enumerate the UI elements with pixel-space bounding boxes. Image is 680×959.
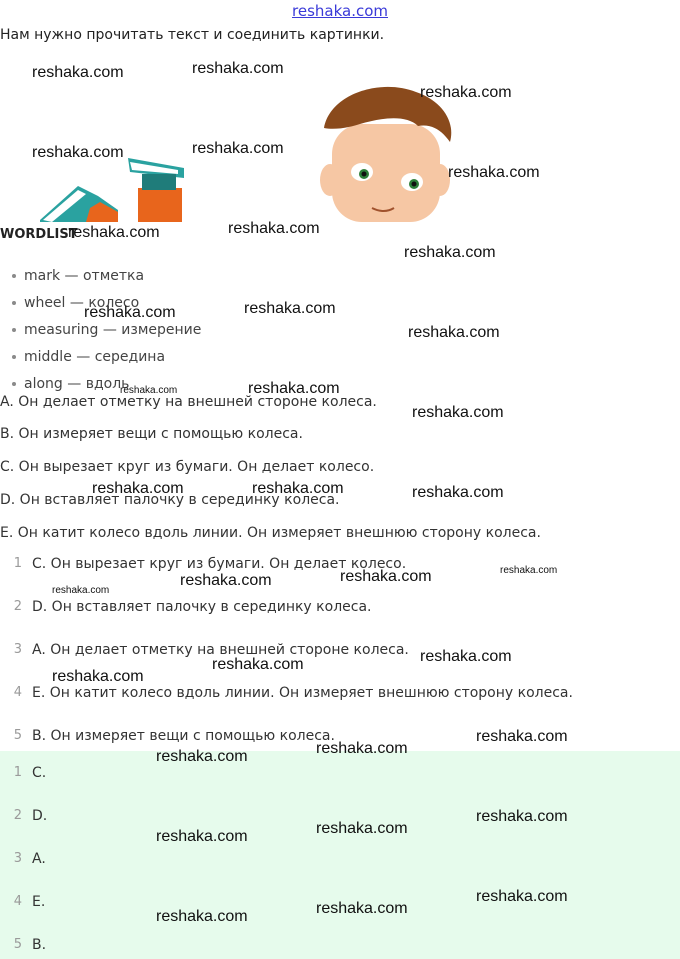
bullet-icon (12, 274, 16, 278)
watermark: reshaka.com (228, 220, 320, 237)
ordered-list-item (0, 628, 680, 671)
answer-box (0, 751, 680, 959)
intro-text: Нам нужно прочитать текст и соединить картинки. (0, 27, 385, 43)
watermark: reshaka.com (192, 140, 284, 157)
answer-item-number: 5 (13, 937, 22, 952)
watermark: reshaka.com (252, 480, 344, 497)
ordered-item-text: B. Он измеряет вещи с помощью колеса. (32, 727, 335, 744)
watermark: reshaka.com (84, 304, 176, 321)
answer-item-number: 2 (13, 808, 22, 823)
watermark: reshaka.com (68, 224, 160, 241)
watermark: reshaka.com (316, 820, 408, 837)
wordlist-item-text: along — вдоль (24, 375, 130, 392)
right-shoe-image (128, 158, 184, 222)
bullet-icon (12, 355, 16, 359)
watermark: reshaka.com (192, 60, 284, 77)
ordered-item-number: 3 (13, 642, 22, 657)
watermark: reshaka.com (212, 656, 304, 673)
sentence-b: B. Он измеряет вещи с помощью колеса. (0, 426, 303, 442)
watermark: reshaka.com (92, 480, 184, 497)
watermark: reshaka.com (412, 404, 504, 421)
watermark: reshaka.com (420, 648, 512, 665)
watermark: reshaka.com (420, 84, 512, 101)
watermark: reshaka.com (408, 324, 500, 341)
left-shoe-image (40, 186, 118, 222)
sentence-c: C. Он вырезает круг из бумаги. Он делает колесо. (0, 459, 375, 475)
bullet-icon (12, 382, 16, 386)
answer-item (0, 923, 680, 959)
answer-item-text: A. (32, 850, 46, 867)
wordlist-item-text: middle — середина (24, 348, 166, 365)
answer-item-number: 1 (13, 765, 22, 780)
ordered-item-number: 2 (13, 599, 22, 614)
wordlist (12, 262, 201, 397)
watermark: reshaka.com (32, 64, 124, 81)
ordered-item-text: C. Он вырезает круг из бумаги. Он делает колесо. (32, 555, 407, 572)
site-header-link[interactable]: reshaka.com (292, 2, 388, 20)
sentence-a: A. Он делает отметку на внешней стороне колеса. (0, 394, 377, 410)
answer-item-text: E. (32, 893, 46, 910)
watermark: reshaka.com (448, 164, 540, 181)
watermark: reshaka.com (156, 908, 248, 925)
wordlist-title: WORDLIST (0, 227, 78, 242)
watermark: reshaka.com (500, 565, 558, 576)
watermark: reshaka.com (248, 380, 340, 397)
answer-item-number: 3 (13, 851, 22, 866)
answer-item-text: D. (32, 807, 48, 824)
watermark: reshaka.com (120, 385, 178, 396)
wordlist-item (12, 262, 201, 289)
ordered-item-number: 5 (13, 728, 22, 743)
watermark: reshaka.com (316, 900, 408, 917)
bullet-icon (12, 328, 16, 332)
ordered-item-number: 4 (13, 685, 22, 700)
ordered-item-number: 1 (13, 556, 22, 571)
watermark: reshaka.com (412, 484, 504, 501)
ordered-item-text: A. Он делает отметку на внешней стороне колеса. (32, 641, 409, 658)
answer-item-text: B. (32, 936, 47, 953)
answer-item-text: C. (32, 764, 47, 781)
watermark: reshaka.com (404, 244, 496, 261)
sentence-e: E. Он катит колесо вдоль линии. Он измеряет внешнюю сторону колеса. (0, 525, 541, 541)
watermark: reshaka.com (156, 748, 248, 765)
wordlist-item-text: measuring — измерение (24, 321, 202, 338)
wordlist-item-text: mark — отметка (24, 267, 145, 284)
watermark: reshaka.com (476, 808, 568, 825)
ordered-item-text: D. Он вставляет палочку в серединку колеса. (32, 598, 372, 615)
watermark: reshaka.com (244, 300, 336, 317)
watermark: reshaka.com (340, 568, 432, 585)
boy-face-illustration (320, 84, 456, 222)
wordlist-item-text: wheel — колесо (24, 294, 140, 311)
answer-item (0, 837, 680, 880)
answer-item-number: 4 (13, 894, 22, 909)
watermark: reshaka.com (476, 728, 568, 745)
watermark: reshaka.com (476, 888, 568, 905)
bullet-icon (12, 301, 16, 305)
ordered-item-text: E. Он катит колесо вдоль линии. Он измеряет внешнюю сторону колеса. (32, 684, 573, 701)
watermark: reshaka.com (180, 572, 272, 589)
sentence-d: D. Он вставляет палочку в серединку колеса. (0, 492, 340, 508)
watermark: reshaka.com (316, 740, 408, 757)
watermark: reshaka.com (52, 585, 110, 596)
wordlist-item (12, 343, 201, 370)
watermark: reshaka.com (156, 828, 248, 845)
watermark: reshaka.com (32, 144, 124, 161)
watermark: reshaka.com (52, 668, 144, 685)
